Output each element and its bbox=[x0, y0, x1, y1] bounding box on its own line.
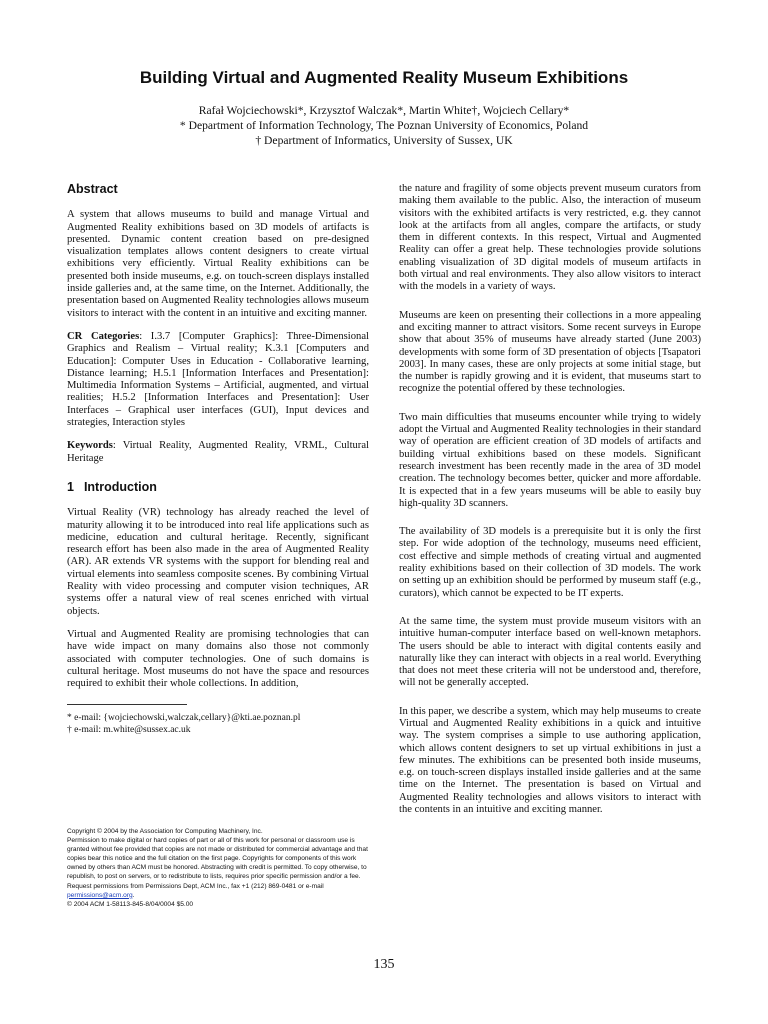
intro-paragraph-2: Virtual and Augmented Reality are promising technologies that can have wide impact on many domains also those not commonly associated with computer technologies. One of such domains is cultural heritage. Most museums do not have the space and resources required to exhibit their whole collections. In addition, bbox=[67, 628, 369, 690]
right-paragraph-5: At the same time, the system must provide museum visitors with an intuitive human-computer interface based on well-known metaphors. The users should be able to interact with digital contents easily and naturally like they can interact with objects in a real world. Everything that does not meet these criteria will not be understood and, therefore, will not be generally accepted. bbox=[399, 615, 701, 689]
abstract-heading: Abstract bbox=[67, 182, 118, 196]
intro-title: Introduction bbox=[83, 479, 157, 494]
left-column bbox=[67, 183, 369, 736]
abstract-text: A system that allows museums to build and manage Virtual and Augmented Reality exhibitions based on 3D models of artifacts is presented. Dynamic content creation based on pre-designed visualization templates allows content designers to create virtual exhibitions very efficiently. Virtual Reality exhibitions can be presented both inside museums, e.g. on touch-screen displays installed inside galleries and, at the same time, on the Internet. Additionally, the presentation based on Augmented Reality technologies allows museum visitors to interact with the content in an intuitive and exciting manner. bbox=[67, 209, 369, 319]
keywords bbox=[67, 440, 369, 465]
right-paragraph-6: In this paper, we describe a system, which may help museums to create Virtual and Augmented Reality exhibitions in a quick and intuitive way. The system comprises a simple to use authoring application, which allows content designers to set up virtual exhibitions in just a few minutes. The exhibitions can be presented both inside museums, e.g. on touch-screen displays installed inside galleries and at the same time on the Internet. The presentation is based on Virtual and Augmented Reality technologies and allows visitors to interact with the contents in an intuitive and exciting manner. bbox=[399, 705, 701, 816]
page-number: 135 bbox=[373, 957, 395, 972]
footnote-rule bbox=[67, 704, 187, 705]
right-paragraph-4: The availability of 3D models is a prerequisite but it is only the first step. For wide adoption of the technology, museums need efficient, cost effective and simple methods of creating virtual and augmented reality exhibitions based on their collection of 3D models. The work on setting up an exhibition should be performed by museum staff (e.g., curators), which cannot be expected to be IT experts. bbox=[399, 526, 701, 599]
right-paragraph-3: Two main difficulties that museums encounter while trying to widely adopt the Virtual and Augmented Reality technologies in their standard way of operation are efficient creation of 3D models of artifacts and building virtual exhibitions based on these models. Significant research investment has been recently made in the area of 3D model creation. The technology becomes better, quicker and more affordable. It is expected that in a few years museums will be able to easily buy high-quality 3D scanners. bbox=[399, 411, 701, 509]
cr-categories bbox=[67, 331, 369, 429]
cr-text: : I.3.7 [Computer Graphics]: Three-Dimensional Graphics and Realism – Virtual reality; K.3.1 [Computers and Education]: Computer Uses in Education - Collaborative learning, Distance learning; H.5.1 [Information Interfaces and Presentation]: Multimedia Information Systems – Artificial, augmented, and virtual realities; H.5.2 [Information Interfaces and Presentation]: User Interfaces – Graphical user interfaces (GUI), Input devices and strategies, Interaction styles bbox=[67, 330, 369, 429]
section-number: 1 bbox=[67, 479, 74, 494]
right-column bbox=[399, 183, 701, 827]
intro-heading bbox=[67, 481, 369, 493]
intro-paragraph-1: Virtual Reality (VR) technology has already reached the level of maturity allowing it to be introduced into real life applications such as medicine, education and cultural heritage. Recently, significant research effort has been also made in the area of Augmented Reality (AR). AR extends VR systems with the support for blending real and virtual elements into seamless composite scenes. By combining Virtual Reality with video processing and computer vision techniques, AR systems offer a natural view of real scenes enriched with virtual objects. bbox=[67, 507, 369, 617]
copyright-line: Copyright © 2004 by the Association for Computing Machinery, Inc. bbox=[67, 828, 263, 835]
keywords-text: : Virtual Reality, Augmented Reality, VRML, Cultural Heritage bbox=[67, 440, 369, 464]
authors-line: Rafał Wojciechowski*, Krzysztof Walczak*, Martin White†, Wojciech Cellary* bbox=[198, 104, 570, 117]
right-paragraph-1: the nature and fragility of some objects prevent museum curators from making them available to the public. Also, the interaction of museum visitors with the exhibited artifacts is very restricted, e.g. they cannot look at the artifacts from all angles, compare the artifacts, or study them in different contexts. In this respect, Virtual and Augmented Reality can offer a great help. These technologies provide solutions enabling visualization of 3D digital models of museum artifacts in both virtual and real environments. They also allow visitors to interact with the models in a variety of ways. bbox=[399, 183, 701, 293]
cr-label: CR Categories bbox=[67, 330, 140, 342]
author-block bbox=[0, 103, 768, 148]
permission-text: Permission to make digital or hard copies of part or all of this work for personal or classroom use is granted without fee provided that copies are not made or distributed for commercial advantage and that copies bear this notice and the full citation on the first page. Copyrights for components of this work owned by others than ACM must be honored. Abstracting with credit is permitted. To copy otherwise, to republish, to post on servers, or to redistribute to lists, requires prior specific permission and/or a fee. Request permissions from Permissions Dept, ACM Inc., fax +1 (212) 869-0481 or e-mail permissions@acm.org. bbox=[67, 837, 368, 899]
footnote-email-2: † e-mail: m.white@sussex.ac.uk bbox=[67, 724, 191, 735]
copyright-notice bbox=[67, 827, 369, 909]
paper-title: Building Virtual and Augmented Reality Museum Exhibitions bbox=[139, 68, 629, 87]
footnote-email-1: * e-mail: {wojciechowski,walczak,cellary}@kti.ae.poznan.pl bbox=[67, 713, 301, 724]
permissions-email-link[interactable]: permissions@acm.org bbox=[67, 891, 133, 899]
affiliation-sussex: † Department of Informatics, University of Sussex, UK bbox=[255, 134, 513, 147]
affiliation-poznan: * Department of Information Technology, The Poznan University of Economics, Poland bbox=[179, 119, 589, 132]
isbn-line: © 2004 ACM 1-58113-845-8/04/0004 $5.00 bbox=[67, 900, 194, 908]
keywords-label: Keywords bbox=[67, 440, 113, 452]
right-paragraph-2: Museums are keen on presenting their collections in a more appealing and exciting manner to attract visitors. Some recent surveys in Europe show that about 35% of museums have already started (June 2003) developments with some form of 3D presentation of objects [Tsapatori 2003]. In many cases, these are only projects at some initial stage, but the number is rapidly growing and it is evident, that museums start to recognize the potential offered by these technologies. bbox=[399, 309, 701, 395]
